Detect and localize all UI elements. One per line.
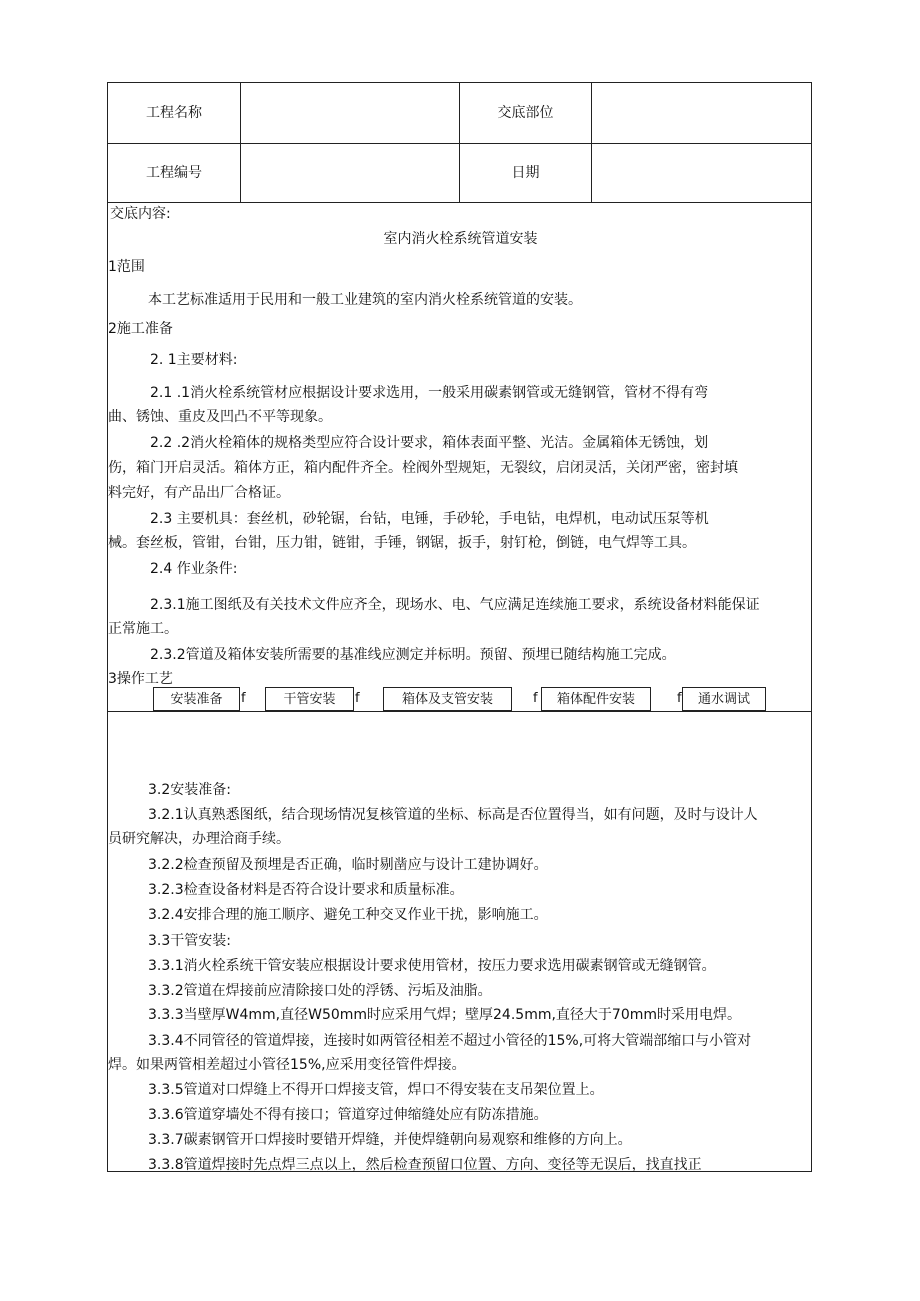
text-line: 2. 1主要材料:: [150, 352, 238, 368]
text-line: 械。套丝板，管钳，台钳，压力钳，链钳，手锤，钢锯，扳手，射钉枪，倒链，电气焊等工具。: [108, 535, 696, 551]
flow-arrow-icon: f: [533, 691, 538, 706]
flow-arrow-icon: f: [355, 691, 360, 706]
text-line: 3.2.3检查设备材料是否符合设计要求和质量标准。: [148, 882, 464, 898]
handover-sheet: [107, 82, 812, 1172]
header-col-divider-1: [240, 83, 241, 202]
text-line: 3.2安装准备:: [148, 782, 231, 798]
text-line: 3.3.6管道穿墙处不得有接口；管道穿过伸缩缝处应有防冻措施。: [148, 1107, 548, 1123]
handover-part-label: 交底部位: [497, 105, 554, 121]
text-line: 2.3.2管道及箱体安装所需要的基准线应测定并标明。预留、预埋已随结构施工完成。: [150, 647, 676, 663]
text-line: 1范围: [108, 259, 145, 275]
text-line: 3操作工艺: [108, 671, 173, 687]
header-col-divider-3: [591, 83, 592, 202]
text-line: 3.2.4安排合理的施工顺序、避免工种交叉作业干扰，影响施工。: [148, 907, 548, 923]
project-name-label: 工程名称: [146, 105, 202, 121]
header-col-divider-2: [459, 83, 460, 202]
text-line: 2.1 .1消火栓系统管材应根据设计要求选用，一般采用碳素钢管或无缝钢管，管材不得有弯: [150, 385, 709, 401]
text-line: 3.3.8管道焊接时先点焊三点以上，然后检查预留口位置、方向、变径等无误后，找直找正: [148, 1157, 702, 1173]
text-line: 曲、锈蚀、重皮及凹凸不平等现象。: [108, 409, 332, 425]
flow-step-fittings: 箱体配件安装: [541, 687, 651, 711]
text-line: 2施工准备: [108, 321, 173, 337]
text-line: 2.3 主要机具：套丝机，砂轮锯，台钻，电锤，手砂轮，手电钻，电焊机，电动试压泵等机: [150, 511, 709, 527]
text-line: 3.3.3当壁厚W4mm,直径W50mm时应采用气焊；壁厚24.5mm,直径大于70mm时采用电焊。: [148, 1007, 742, 1023]
text-line: 料完好，有产品出厂合格证。: [108, 485, 290, 501]
text-line: 3.3.1消火栓系统干管安装应根据设计要求使用管材，按压力要求选用碳素钢管或无缝钢管。: [148, 958, 716, 974]
header-bottom-border: [108, 202, 811, 203]
text-line: 3.3.4不同管径的管道焊接，连接时如两管径相差不超过小管径的15%,可将大管端部缩口与小管对: [148, 1033, 752, 1049]
flow-arrow-icon: f: [677, 691, 682, 706]
flow-step-water-test: 通水调试: [682, 687, 766, 711]
text-line: 正常施工。: [108, 621, 178, 637]
flow-step-prepare: 安装准备: [153, 687, 240, 711]
text-line: 3.2.2检查预留及预埋是否正确，临时剔凿应与设计工建协调好。: [148, 857, 548, 873]
text-line: 3.3.5管道对口焊缝上不得开口焊接支管，焊口不得安装在支吊架位置上。: [148, 1082, 604, 1098]
flow-step-box-branch: 箱体及支管安装: [383, 687, 512, 711]
text-line: 焊。如果两管相差超过小管径15%,应采用变径管件焊接。: [108, 1057, 466, 1073]
text-line: 本工艺标准适用于民用和一般工业建筑的室内消火栓系统管道的安装。: [148, 292, 582, 308]
flow-arrow-icon: f: [241, 691, 246, 706]
text-line: 2.2 .2消火栓箱体的规格类型应符合设计要求，箱体表面平整、光洁。金属箱体无锈蚀，划: [150, 435, 709, 451]
content-label: 交底内容:: [110, 206, 171, 222]
text-line: 3.3干管安装:: [148, 933, 231, 949]
text-line: 3.2.1认真熟悉图纸，结合现场情况复核管道的坐标、标高是否位置得当，如有问题，及时与设计人: [148, 807, 758, 823]
project-no-label: 工程编号: [146, 165, 202, 181]
date-label: 日期: [511, 165, 540, 181]
text-line: 伤，箱门开启灵活。箱体方正，箱内配件齐全。栓阀外型规矩，无裂纹，启闭灵活，关闭严密，密封填: [108, 460, 738, 476]
document-title: 室内消火栓系统管道安装: [383, 231, 538, 247]
flow-divider: [108, 711, 811, 712]
text-line: 2.3.1施工图纸及有关技术文件应齐全，现场水、电、气应满足连续施工要求，系统设备材料能保证: [150, 597, 760, 613]
text-line: 3.3.2管道在焊接前应清除接口处的浮锈、污垢及油脂。: [148, 983, 492, 999]
text-line: 2.4 作业条件:: [150, 561, 238, 577]
flow-step-main-pipe: 干管安装: [265, 687, 354, 711]
text-line: 员研究解决，办理洽商手续。: [108, 831, 290, 847]
text-line: 3.3.7碳素钢管开口焊接时要错开焊缝，并使焊缝朝向易观察和维修的方向上。: [148, 1132, 632, 1148]
